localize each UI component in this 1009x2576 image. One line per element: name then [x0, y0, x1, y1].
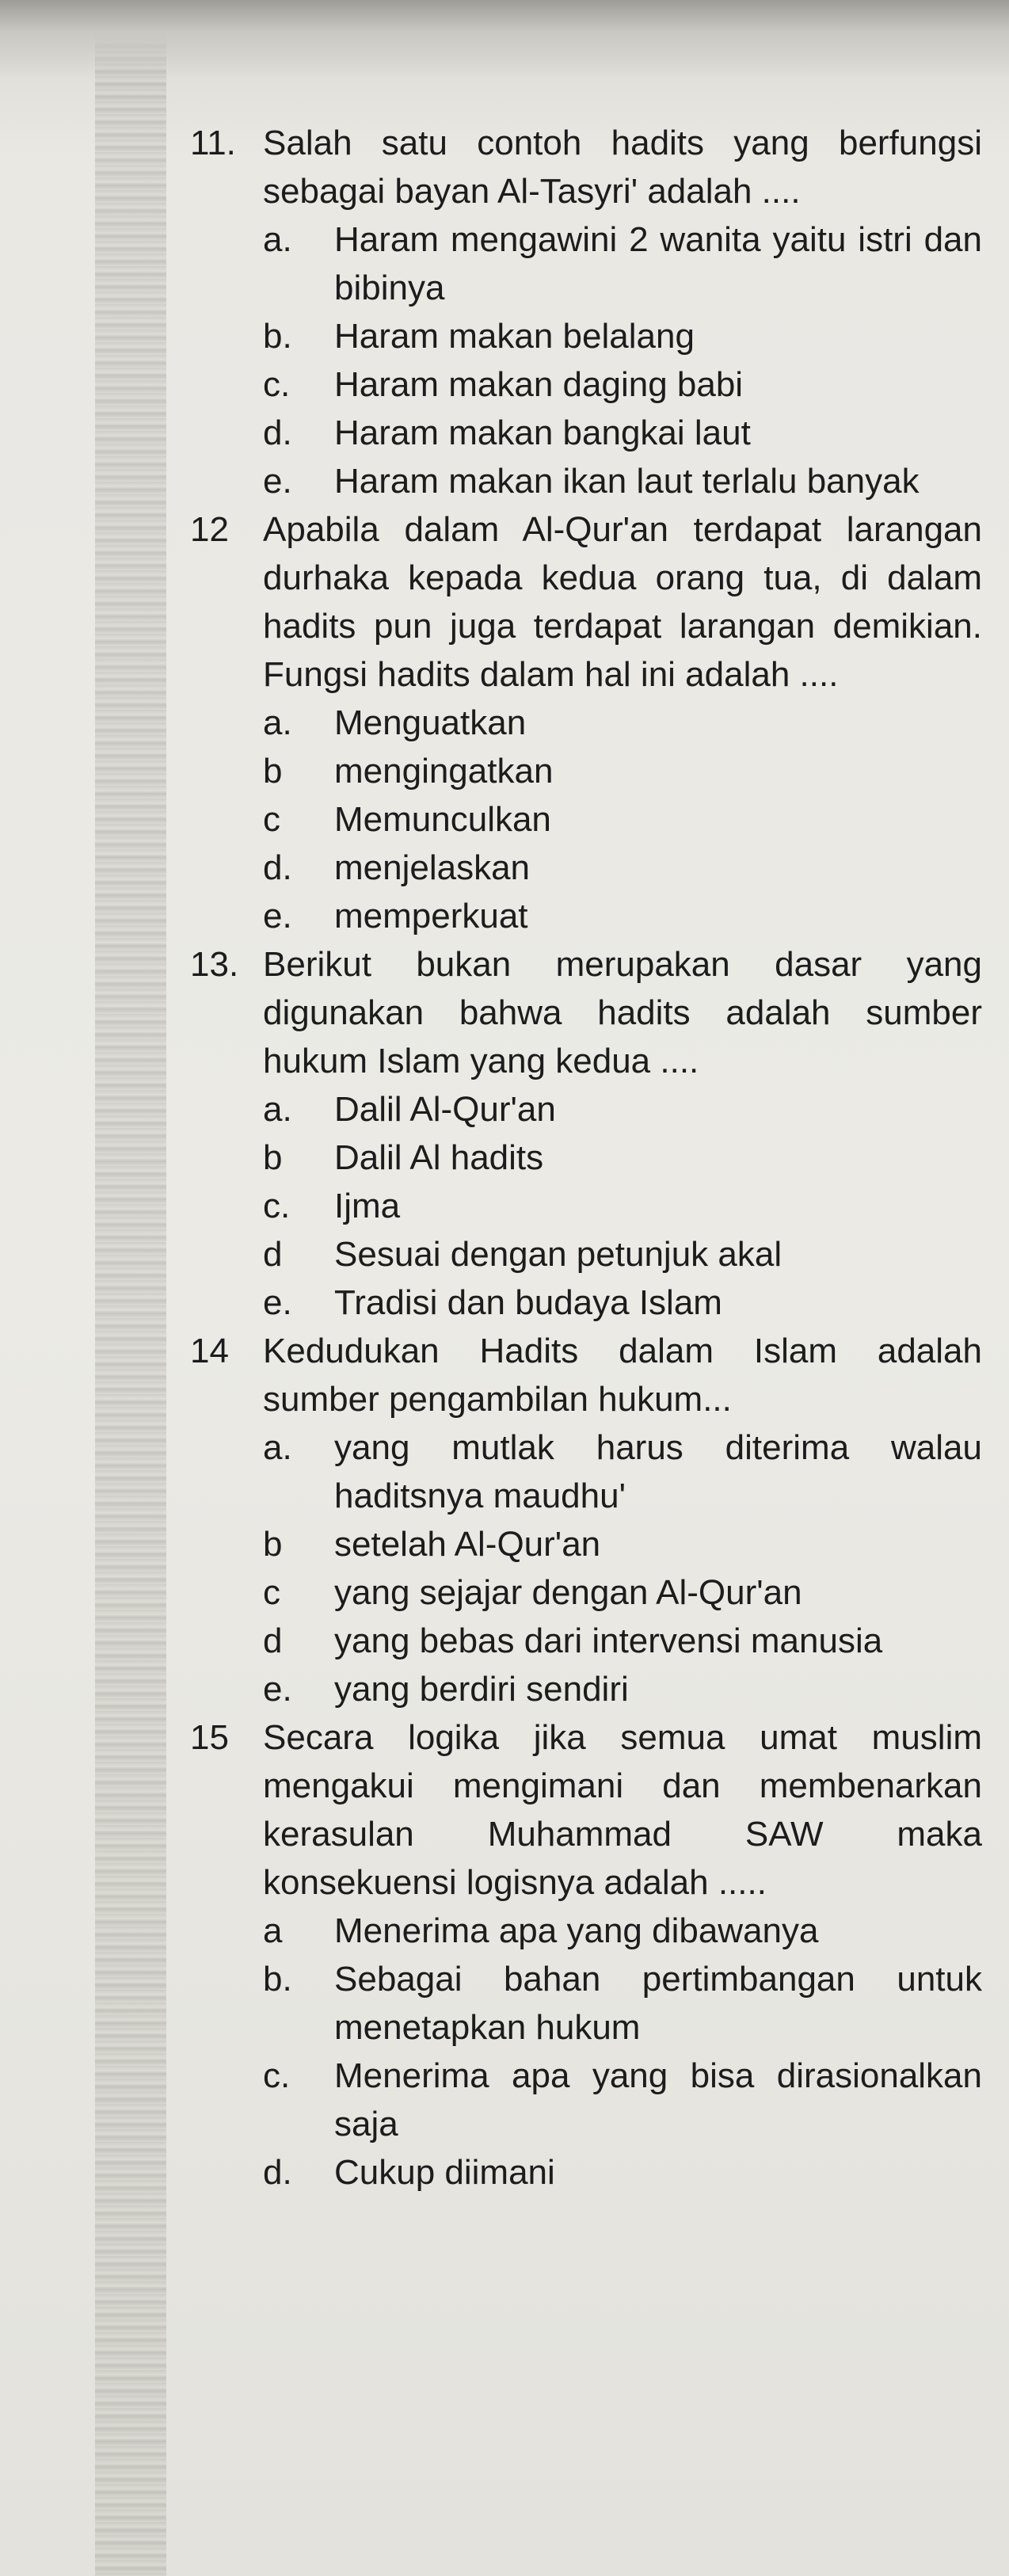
option-letter: a. [263, 220, 292, 259]
answer-option [263, 1423, 982, 1520]
answer-option [263, 1907, 982, 1955]
answer-option [263, 1617, 982, 1665]
option-text: Menerima apa yang bisa dirasionalkan saja [334, 2056, 982, 2143]
page-top-edge [0, 0, 1009, 79]
option-text: Tradisi dan budaya Islam [334, 1283, 722, 1322]
question-item [190, 1327, 982, 1713]
question-stem: Salah satu contoh hadits yang berfungsi sebagai bayan Al-Tasyri' adalah .... [263, 124, 982, 211]
answer-option [263, 457, 982, 505]
answer-option [263, 1278, 982, 1327]
option-letter: a [263, 1911, 283, 1950]
answer-option [263, 1182, 982, 1230]
option-text: Haram makan daging babi [334, 365, 744, 404]
option-letter: b. [263, 1960, 292, 1999]
option-text: yang sejajar dengan Al-Qur'an [334, 1573, 802, 1612]
option-letter: d. [263, 848, 292, 887]
option-letter: d [263, 1621, 283, 1660]
option-letter: c [263, 800, 280, 839]
option-letter: b [263, 752, 283, 791]
option-text: Cukup diimani [334, 2153, 555, 2192]
question-stem: Apabila dalam Al-Qur'an terdapat larangan durhaka kepada kedua orang tua, di dalam hadits pun juga terdapat larangan demikian. Fungsi hadits dalam hal ini adalah .... [263, 510, 982, 694]
option-text: memperkuat [334, 897, 528, 936]
option-letter: c. [263, 2056, 291, 2095]
option-text: Dalil Al hadits [334, 1138, 544, 1177]
question-stem: Berikut bukan merupakan dasar yang digunakan bahwa hadits adalah sumber hukum Islam yang kedua .... [263, 945, 982, 1080]
option-text: Haram makan bangkai laut [334, 413, 751, 452]
option-letter: b [263, 1138, 283, 1177]
question-number: 15 [190, 1718, 229, 1757]
option-text: Menguatkan [334, 703, 527, 742]
option-text: Sesuai dengan petunjuk akal [334, 1235, 782, 1274]
question-number: 13. [190, 945, 239, 984]
option-letter: c [263, 1573, 280, 1612]
answer-option [263, 1230, 982, 1278]
answer-option [263, 1665, 982, 1713]
option-letter: e. [263, 1670, 292, 1709]
question-item [190, 119, 982, 505]
option-letter: c. [263, 1187, 291, 1225]
option-letter: e. [263, 462, 292, 501]
option-letter: d. [263, 2153, 292, 2192]
answer-option [263, 1955, 982, 2052]
question-number: 14 [190, 1332, 229, 1370]
answer-option [263, 1085, 982, 1134]
option-letter: c. [263, 365, 291, 404]
answer-option [263, 747, 982, 795]
option-text: yang bebas dari intervensi manusia [334, 1621, 883, 1660]
answer-option [263, 844, 982, 892]
question-stem: Kedudukan Hadits dalam Islam adalah sumber pengambilan hukum... [263, 1332, 982, 1419]
option-letter: b. [263, 317, 292, 356]
answer-option [263, 1568, 982, 1617]
answer-option [263, 312, 982, 360]
question-item [190, 505, 982, 940]
answer-option [263, 2052, 982, 2148]
option-letter: b [263, 1525, 283, 1564]
option-text: Menerima apa yang dibawanya [334, 1911, 819, 1950]
option-text: Ijma [334, 1187, 401, 1225]
option-letter: a. [263, 1090, 292, 1129]
option-letter: a. [263, 1428, 292, 1467]
option-letter: e. [263, 897, 292, 936]
answer-option [263, 2148, 982, 2197]
question-number: 12 [190, 510, 229, 549]
question-number: 11. [190, 124, 236, 162]
book-binding-shadow [95, 0, 166, 2576]
option-letter: d. [263, 413, 292, 452]
option-text: Haram makan belalang [334, 317, 695, 356]
answer-option [263, 1134, 982, 1182]
option-letter: d [263, 1235, 283, 1274]
answer-option [263, 360, 982, 409]
option-text: Haram mengawini 2 wanita yaitu istri dan bibinya [334, 220, 982, 307]
option-text: Memunculkan [334, 800, 551, 839]
question-stem: Secara logika jika semua umat muslim mengakui mengimani dan membenarkan kerasulan Muhammad SAW maka konsekuensi logisnya adalah ..... [263, 1718, 982, 1902]
option-letter: e. [263, 1283, 292, 1322]
option-text: yang mutlak harus diterima walau haditsnya maudhu' [334, 1428, 982, 1515]
answer-option [263, 892, 982, 940]
answer-option [263, 215, 982, 312]
question-item [190, 940, 982, 1327]
answer-option [263, 409, 982, 457]
answer-option [263, 795, 982, 844]
answer-option [263, 699, 982, 747]
option-text: Sebagai bahan pertimbangan untuk menetapkan hukum [334, 1960, 982, 2047]
question-list [190, 119, 982, 2197]
option-text: yang berdiri sendiri [334, 1670, 629, 1709]
question-item [190, 1713, 982, 2197]
option-text: menjelaskan [334, 848, 531, 887]
option-letter: a. [263, 703, 292, 742]
option-text: mengingatkan [334, 752, 554, 791]
option-text: Dalil Al-Qur'an [334, 1090, 556, 1129]
answer-option [263, 1520, 982, 1568]
option-text: Haram makan ikan laut terlalu banyak [334, 462, 920, 501]
option-text: setelah Al-Qur'an [334, 1525, 601, 1564]
